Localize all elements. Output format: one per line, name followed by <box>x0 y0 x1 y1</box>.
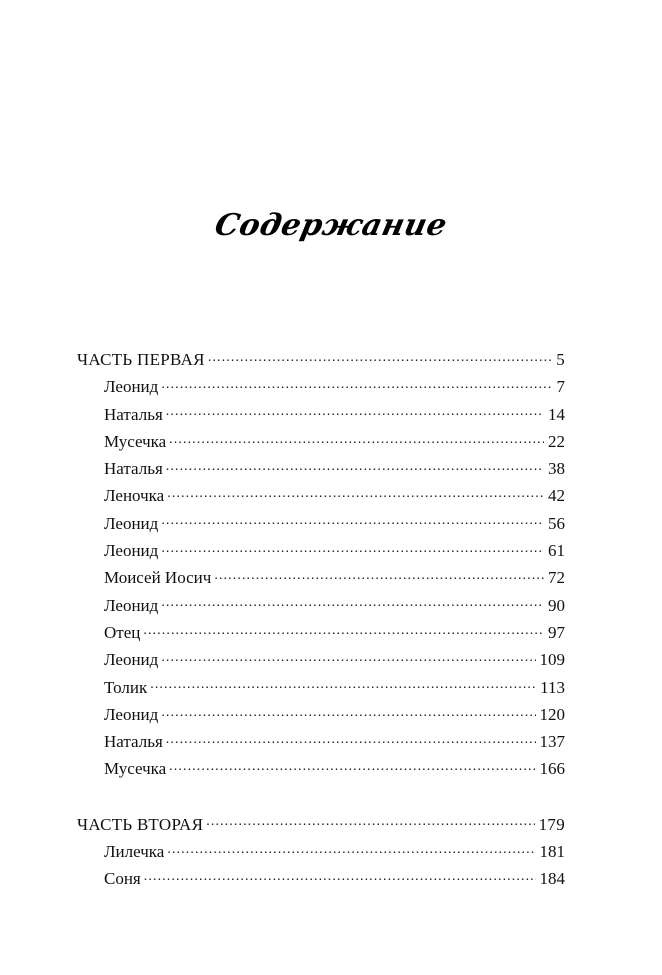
toc-page-number: 97 <box>548 622 565 642</box>
toc-entry-label: Леонид <box>104 377 159 397</box>
toc-page-number: 14 <box>548 404 565 424</box>
toc-page-number: 56 <box>548 513 565 533</box>
dot-leader <box>166 732 536 752</box>
toc-entry[interactable] <box>77 401 565 428</box>
toc-entry[interactable] <box>77 728 565 755</box>
toc-entry-label: Наталья <box>104 459 163 479</box>
toc-entry-label: Леонид <box>104 541 159 561</box>
toc-entry[interactable] <box>77 510 565 537</box>
toc-page-number: 184 <box>539 869 565 889</box>
toc-page-number: 137 <box>539 732 565 752</box>
toc-page-number: 181 <box>539 842 565 862</box>
toc-entry-label: Толик <box>104 677 148 697</box>
toc-part-label: ЧАСТЬ ВТОРАЯ <box>77 814 204 834</box>
toc-entry[interactable] <box>77 838 565 865</box>
toc-page-number: 166 <box>539 759 565 779</box>
toc-entry[interactable] <box>77 755 565 782</box>
toc-entry[interactable] <box>77 865 565 892</box>
toc-part-two[interactable] <box>77 811 565 838</box>
toc-entry-label: Наталья <box>104 404 163 424</box>
toc-page-number: 179 <box>538 814 565 834</box>
toc-page-number: 38 <box>548 459 565 479</box>
toc-entry[interactable] <box>77 592 565 619</box>
toc-page-number: 42 <box>548 486 565 506</box>
dot-leader <box>169 759 535 779</box>
toc-entry[interactable] <box>77 674 565 701</box>
section-gap <box>77 783 565 811</box>
toc-entry-label: Леонид <box>104 513 159 533</box>
dot-leader <box>166 459 544 479</box>
toc-entry[interactable] <box>77 482 565 509</box>
toc-entry-label: Лилечка <box>104 842 165 862</box>
toc-page-number: 72 <box>548 568 565 588</box>
toc-page-number: 120 <box>539 704 565 724</box>
page-title: Содержание <box>211 208 451 243</box>
table-of-contents <box>77 346 565 893</box>
toc-page-number: 5 <box>556 350 565 369</box>
toc-page-number: 90 <box>548 595 565 615</box>
toc-entry[interactable] <box>77 373 565 400</box>
toc-entry[interactable] <box>77 619 565 646</box>
dot-leader <box>144 869 536 889</box>
toc-entry[interactable] <box>77 455 565 482</box>
toc-entry-label: Леонид <box>104 595 159 615</box>
toc-page-number: 113 <box>540 677 565 697</box>
toc-part-label: ЧАСТЬ ПЕРВАЯ <box>77 350 205 369</box>
dot-leader <box>167 486 544 506</box>
toc-entry-label: Моисей Иосич <box>104 568 212 588</box>
dot-leader <box>161 595 544 615</box>
toc-entry-label: Леонид <box>104 704 159 724</box>
dot-leader <box>214 568 544 588</box>
toc-entry-label: Леонид <box>104 650 159 670</box>
dot-leader <box>206 814 534 834</box>
toc-entry[interactable] <box>77 646 565 673</box>
toc-page-number: 22 <box>548 431 565 451</box>
dot-leader <box>169 432 544 452</box>
toc-entry-label: Наталья <box>104 732 163 752</box>
dot-leader <box>143 623 544 643</box>
dot-leader <box>161 541 544 561</box>
dot-leader <box>161 705 535 725</box>
dot-leader <box>161 650 535 670</box>
toc-page-number: 109 <box>539 650 565 670</box>
dot-leader <box>161 513 544 533</box>
dot-leader <box>161 377 552 397</box>
toc-entry-label: Мусечка <box>104 431 167 451</box>
toc-entry[interactable] <box>77 564 565 591</box>
toc-entry-label: Отец <box>104 622 141 642</box>
toc-entry-label: Мусечка <box>104 759 167 779</box>
toc-entry[interactable] <box>77 428 565 455</box>
toc-page-number: 7 <box>556 377 565 397</box>
toc-part-one[interactable] <box>77 346 565 373</box>
toc-entry-label: Леночка <box>104 486 165 506</box>
toc-entry-label: Соня <box>104 869 141 889</box>
toc-entry[interactable] <box>77 701 565 728</box>
dot-leader <box>150 677 536 697</box>
dot-leader <box>167 842 535 862</box>
toc-page-number: 61 <box>548 541 565 561</box>
dot-leader <box>166 404 544 424</box>
toc-entry[interactable] <box>77 537 565 564</box>
dot-leader <box>208 350 552 370</box>
